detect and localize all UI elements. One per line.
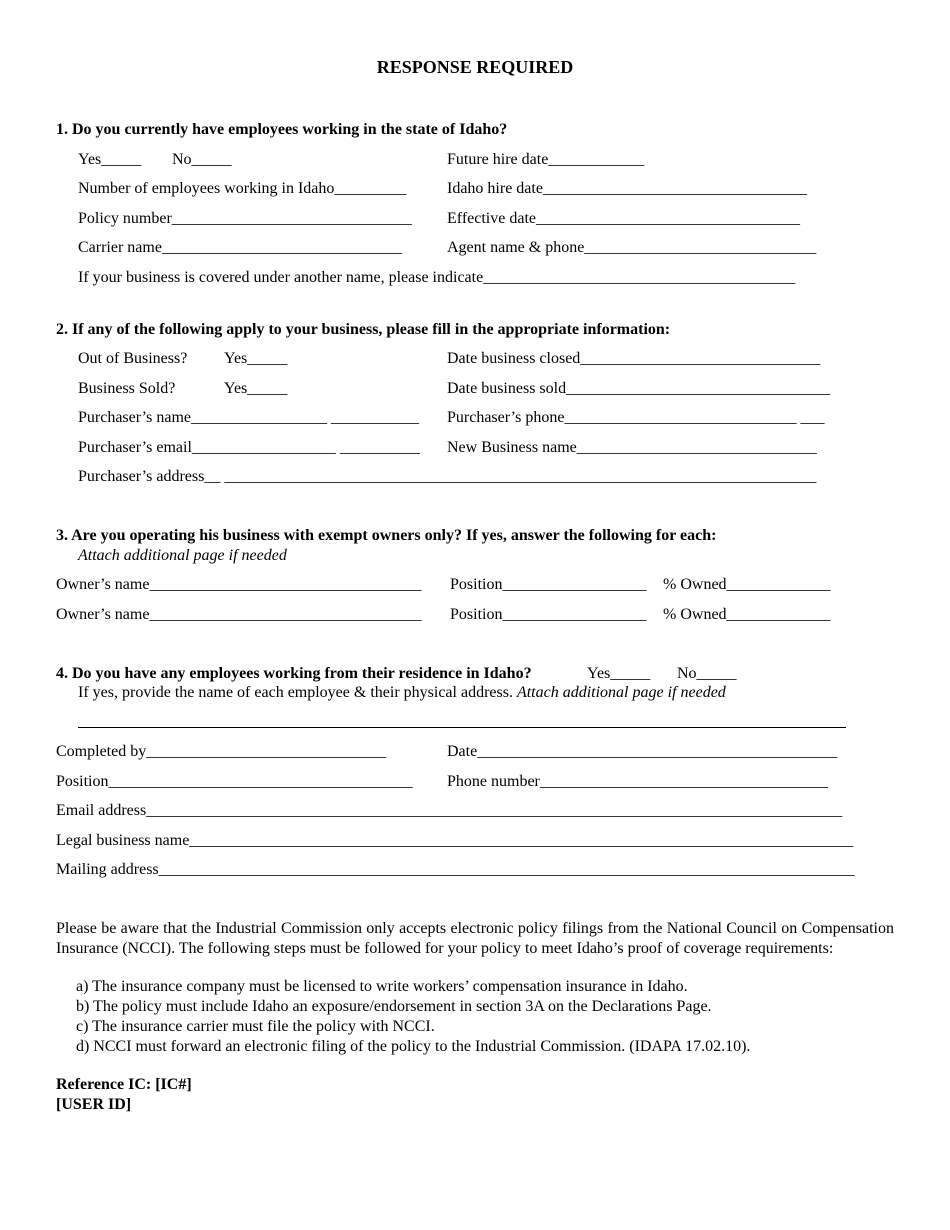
section4-instruction-text: If yes, provide the name of each employee & their physical address.	[78, 684, 517, 701]
out-of-business-yes-field[interactable]: Yes_____	[224, 350, 288, 367]
agent-name-phone-field[interactable]: Agent name & phone_____________________________	[447, 239, 817, 256]
owner-percent-field[interactable]: % Owned_____________	[663, 606, 831, 623]
owner-name-field[interactable]: Owner’s name__________________________________	[56, 576, 422, 593]
notice-item: d) NCCI must forward an electronic filing of the policy to the Industrial Commission. (IDAPA 17.02.10).	[76, 1038, 751, 1055]
residence-no-field[interactable]: No_____	[677, 665, 737, 682]
covered-other-name-field[interactable]: If your business is covered under another name, please indicate_______________________________________	[78, 269, 796, 286]
completion-position-field[interactable]: Position______________________________________	[56, 773, 413, 790]
future-hire-date-field[interactable]: Future hire date____________	[447, 151, 645, 168]
reference-user-id: [USER ID]	[56, 1096, 132, 1113]
residence-yes-field[interactable]: Yes_____	[587, 665, 651, 682]
purchaser-address-field[interactable]: Purchaser’s address__ __________________________________________________________________________	[78, 468, 817, 485]
notice-item: b) The policy must include Idaho an exposure/endorsement in section 3A on the Declarations Page.	[76, 998, 712, 1015]
residence-employees-line[interactable]	[78, 727, 846, 728]
phone-number-field[interactable]: Phone number____________________________________	[447, 773, 828, 790]
legal-business-name-field[interactable]: Legal business name___________________________________________________________________________________	[56, 832, 854, 849]
email-address-field[interactable]: Email address_______________________________________________________________________________________	[56, 802, 843, 819]
effective-date-field[interactable]: Effective date_________________________________	[447, 210, 800, 227]
date-closed-field[interactable]: Date business closed______________________________	[447, 350, 821, 367]
notice-item: c) The insurance carrier must file the policy with NCCI.	[76, 1018, 435, 1035]
carrier-name-field[interactable]: Carrier name______________________________	[78, 239, 402, 256]
page-title: RESPONSE REQUIRED	[376, 57, 574, 77]
section3-question: 3. Are you operating his business with exempt owners only? If yes, answer the following for each:	[56, 527, 717, 544]
owner-name-field[interactable]: Owner’s name__________________________________	[56, 606, 422, 623]
employees-yes-field[interactable]: Yes_____	[78, 151, 142, 168]
section2-question: 2. If any of the following apply to your business, please fill in the appropriate information:	[56, 321, 671, 338]
reference-ic: Reference IC: [IC#]	[56, 1076, 192, 1093]
idaho-hire-date-field[interactable]: Idaho hire date_________________________________	[447, 180, 807, 197]
completed-by-field[interactable]: Completed by______________________________	[56, 743, 387, 760]
notice-paragraph: Please be aware that the Industrial Commission only accepts electronic policy filings from the National Council on Compensation Insurance (NCCI). The following steps must be followed for your policy to meet Idaho’s proof of coverage requirements:	[56, 920, 894, 957]
business-sold-yes-field[interactable]: Yes_____	[224, 380, 288, 397]
mailing-address-field[interactable]: Mailing address_______________________________________________________________________________________	[56, 861, 855, 878]
owner-position-field[interactable]: Position__________________	[450, 606, 647, 623]
purchaser-email-field[interactable]: Purchaser’s email__________________ __________	[78, 439, 420, 456]
policy-number-field[interactable]: Policy number______________________________	[78, 210, 412, 227]
completion-date-field[interactable]: Date_____________________________________________	[447, 743, 838, 760]
section4-instruction	[78, 683, 726, 703]
owner-percent-field[interactable]: % Owned_____________	[663, 576, 831, 593]
purchaser-phone-field[interactable]: Purchaser’s phone_____________________________ ___	[447, 409, 825, 426]
owner-position-field[interactable]: Position__________________	[450, 576, 647, 593]
business-sold-label: Business Sold?	[78, 380, 176, 397]
section4-question: 4. Do you have any employees working from their residence in Idaho?	[56, 665, 532, 682]
purchaser-name-field[interactable]: Purchaser’s name_________________ ___________	[78, 409, 419, 426]
employees-no-field[interactable]: No_____	[172, 151, 232, 168]
new-business-name-field[interactable]: New Business name______________________________	[447, 439, 817, 456]
section1-question: 1. Do you currently have employees working in the state of Idaho?	[56, 121, 508, 138]
out-of-business-label: Out of Business?	[78, 350, 188, 367]
section4-instruction-note: Attach additional page if needed	[516, 684, 726, 701]
num-employees-field[interactable]: Number of employees working in Idaho_________	[78, 180, 407, 197]
notice-item: a) The insurance company must be licensed to write workers’ compensation insurance in Idaho.	[76, 978, 688, 995]
date-sold-field[interactable]: Date business sold_________________________________	[447, 380, 831, 397]
section3-note: Attach additional page if needed	[78, 547, 287, 564]
